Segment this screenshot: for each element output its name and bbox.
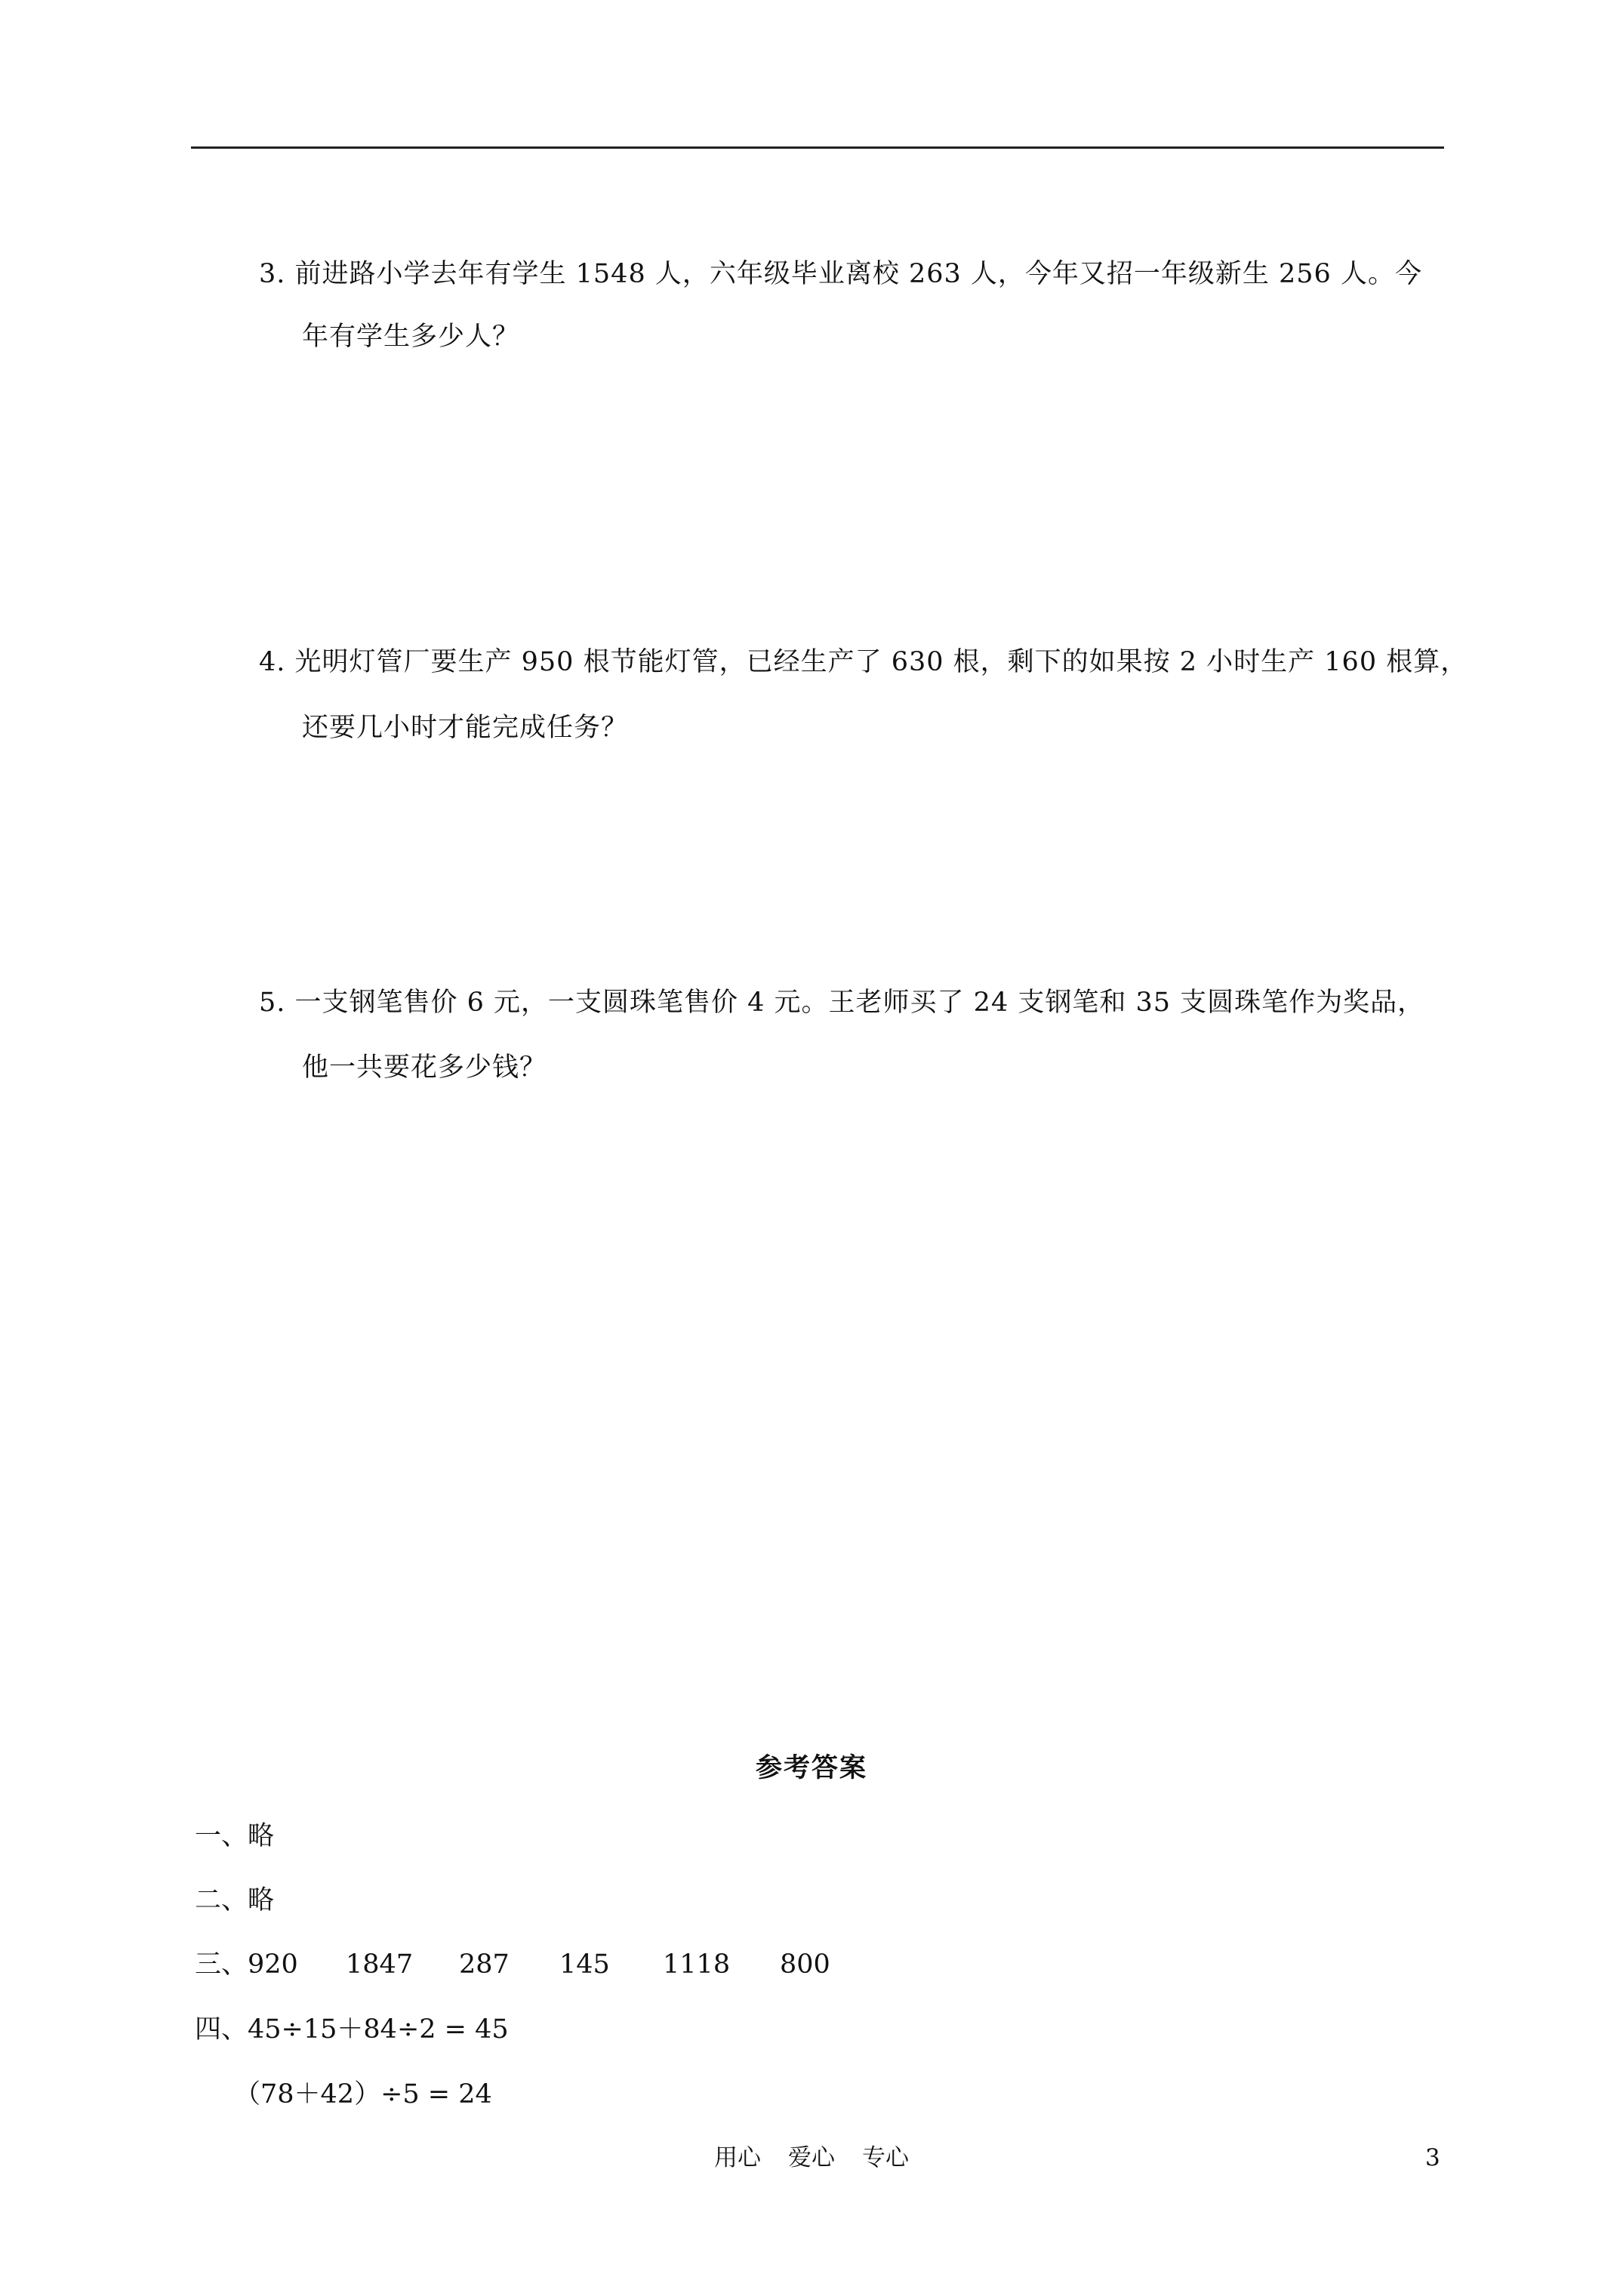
- header-rule: [191, 146, 1444, 149]
- answer-three: [195, 1946, 830, 1983]
- footer-motto-word: 爱心: [788, 2144, 835, 2171]
- footer-motto-word: 用心: [714, 2144, 761, 2171]
- answer-four-line-2: （78＋42）÷5 = 24: [234, 2079, 492, 2110]
- answer-three-label: 三、: [195, 1949, 248, 1980]
- answer-three-value: 800: [780, 1949, 830, 1980]
- page-number: 3: [1425, 2144, 1440, 2171]
- answers-title: 参考答案: [755, 1752, 867, 1783]
- answer-four-line-1: [195, 2011, 509, 2048]
- answer-two: 二、略: [195, 1885, 275, 1915]
- footer-motto-word: 专心: [862, 2144, 909, 2171]
- question-3-line-2: 年有学生多少人？: [302, 322, 520, 352]
- answer-three-value: 287: [459, 1949, 510, 1980]
- question-4-line-1: 4. 光明灯管厂要生产 950 根节能灯管，已经生产了 630 根，剩下的如果按 2 小时生产 160 根算，: [259, 647, 1468, 677]
- answer-three-value: 1847: [346, 1949, 414, 1980]
- answer-four-label: 四、: [195, 2014, 248, 2045]
- answer-one: 一、略: [195, 1821, 275, 1851]
- answer-three-value: 920: [248, 1949, 298, 1980]
- question-3-line-1: 3. 前进路小学去年有学生 1548 人，六年级毕业离校 263 人，今年又招一年级新生 256 人。今: [259, 259, 1422, 289]
- footer-motto: [0, 2143, 1623, 2173]
- answer-three-value: 1118: [663, 1949, 731, 1980]
- answer-four-expression-1: 45÷15＋84÷2 = 45: [248, 2014, 509, 2045]
- question-5-line-1: 5. 一支钢笔售价 6 元，一支圆珠笔售价 4 元。王老师买了 24 支钢笔和 35 支圆珠笔作为奖品，: [259, 988, 1425, 1018]
- question-4-line-2: 还要几小时才能完成任务？: [302, 713, 629, 743]
- question-5-line-2: 他一共要花多少钱？: [302, 1052, 547, 1083]
- answer-three-value: 145: [559, 1949, 610, 1980]
